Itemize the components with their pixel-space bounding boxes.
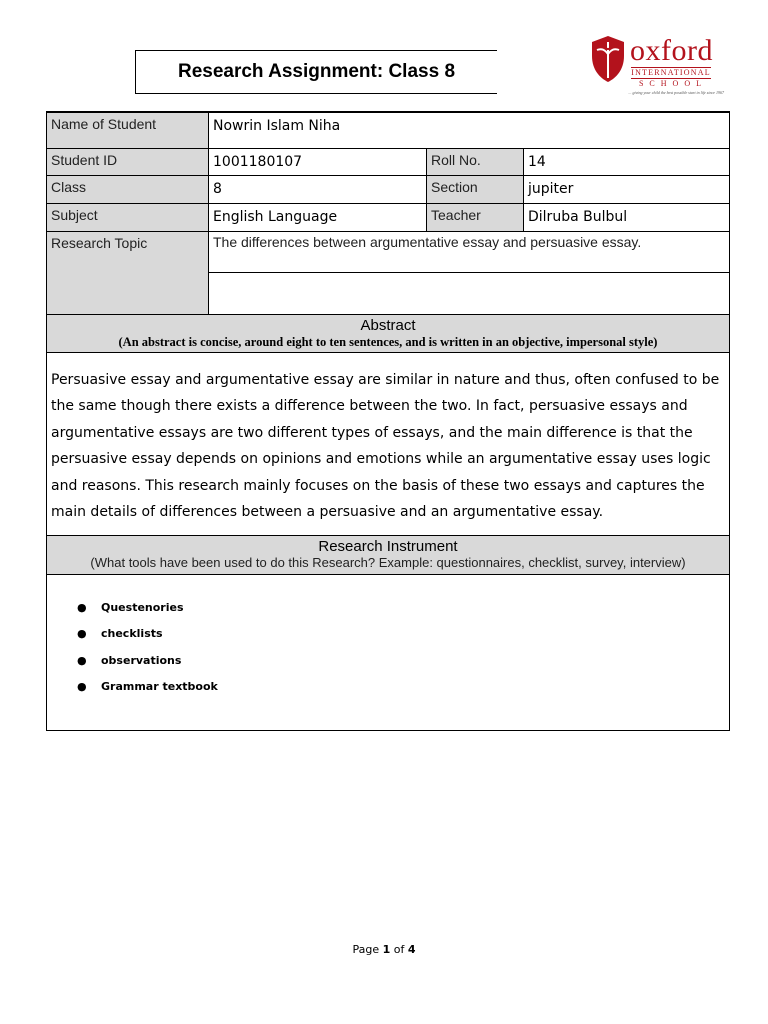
abstract-title: Abstract (360, 316, 416, 334)
row-name (47, 112, 730, 148)
instrument-header (47, 535, 730, 574)
topic-blank-cell (209, 272, 730, 314)
oxford-shield-icon (590, 34, 626, 84)
topic-value: The differences between argumentative essay and persuasive essay. (209, 231, 730, 272)
teacher-value: Dilruba Bulbul (524, 203, 730, 231)
student-id-value: 1001180107 (209, 148, 427, 175)
page-current: 1 (382, 943, 391, 956)
abstract-body: Persuasive essay and argumentative essay are similar in nature and thus, often confused to be the same though there exists a difference between the two. In fact, persuasive essays and argumentative essays are two different types of essays, and the main difference is that the persuasive essay depends on opinions and emotions while an argumentative essay uses logic and reasons. This research mainly focuses on the basis of these two essays and captures the main details of differences between a persuasive and an argumentative essay. (47, 352, 730, 535)
subject-label: Subject (47, 203, 209, 231)
list-item-text: checklists (101, 627, 163, 640)
list-item-text: Questenories (101, 600, 184, 614)
bullet-icon: ● (77, 653, 87, 667)
assignment-table (46, 111, 730, 731)
roll-value: 14 (524, 148, 730, 175)
list-item (77, 674, 725, 701)
row-class (47, 175, 730, 203)
class-label: Class (47, 175, 209, 203)
row-topic (47, 231, 730, 272)
name-label: Name of Student (47, 112, 209, 148)
row-abstract-head (47, 314, 730, 352)
section-label: Section (427, 175, 524, 203)
row-id (47, 148, 730, 175)
row-subject (47, 203, 730, 231)
logo-international: INTERNATIONAL (631, 68, 711, 77)
roll-label: Roll No. (427, 148, 524, 175)
abstract-subtitle: (An abstract is concise, around eight to ten sentences, and is written in an objective, impersonal style) (118, 334, 658, 349)
row-abstract-body (47, 352, 730, 535)
school-logo (590, 34, 724, 98)
list-item (77, 648, 725, 675)
bullet-icon: ● (77, 600, 87, 614)
class-value: 8 (209, 175, 427, 203)
assignment-title: Research Assignment: Class 8 (135, 50, 497, 94)
row-instrument-body (47, 574, 730, 730)
list-item-text: Grammar textbook (101, 680, 218, 693)
subject-value: English Language (209, 203, 427, 231)
student-id-label: Student ID (47, 148, 209, 175)
abstract-header (47, 314, 730, 352)
logo-school: SCHOOL (638, 79, 707, 88)
instrument-subtitle: (What tools have been used to do this Research? Example: questionnaires, checklist, survey, interview) (90, 554, 686, 570)
page-total: 4 (407, 943, 416, 956)
bullet-icon: ● (77, 680, 87, 693)
instrument-body (47, 574, 730, 730)
logo-word: oxford (630, 34, 713, 67)
logo-tagline: ... giving your child the best possible start in life since 1967 (628, 90, 724, 95)
list-item (77, 595, 725, 622)
row-instrument-head (47, 535, 730, 574)
list-item-text: observations (101, 653, 182, 667)
of-word: of (393, 943, 405, 956)
bullet-icon: ● (77, 627, 87, 640)
instrument-title: Research Instrument (318, 537, 458, 555)
instrument-list (51, 595, 725, 701)
topic-label: Research Topic (47, 231, 209, 314)
section-value: jupiter (524, 175, 730, 203)
page-word: Page (352, 943, 380, 956)
list-item (77, 621, 725, 648)
page-footer (0, 943, 768, 956)
name-value: Nowrin Islam Niha (209, 112, 730, 148)
teacher-label: Teacher (427, 203, 524, 231)
